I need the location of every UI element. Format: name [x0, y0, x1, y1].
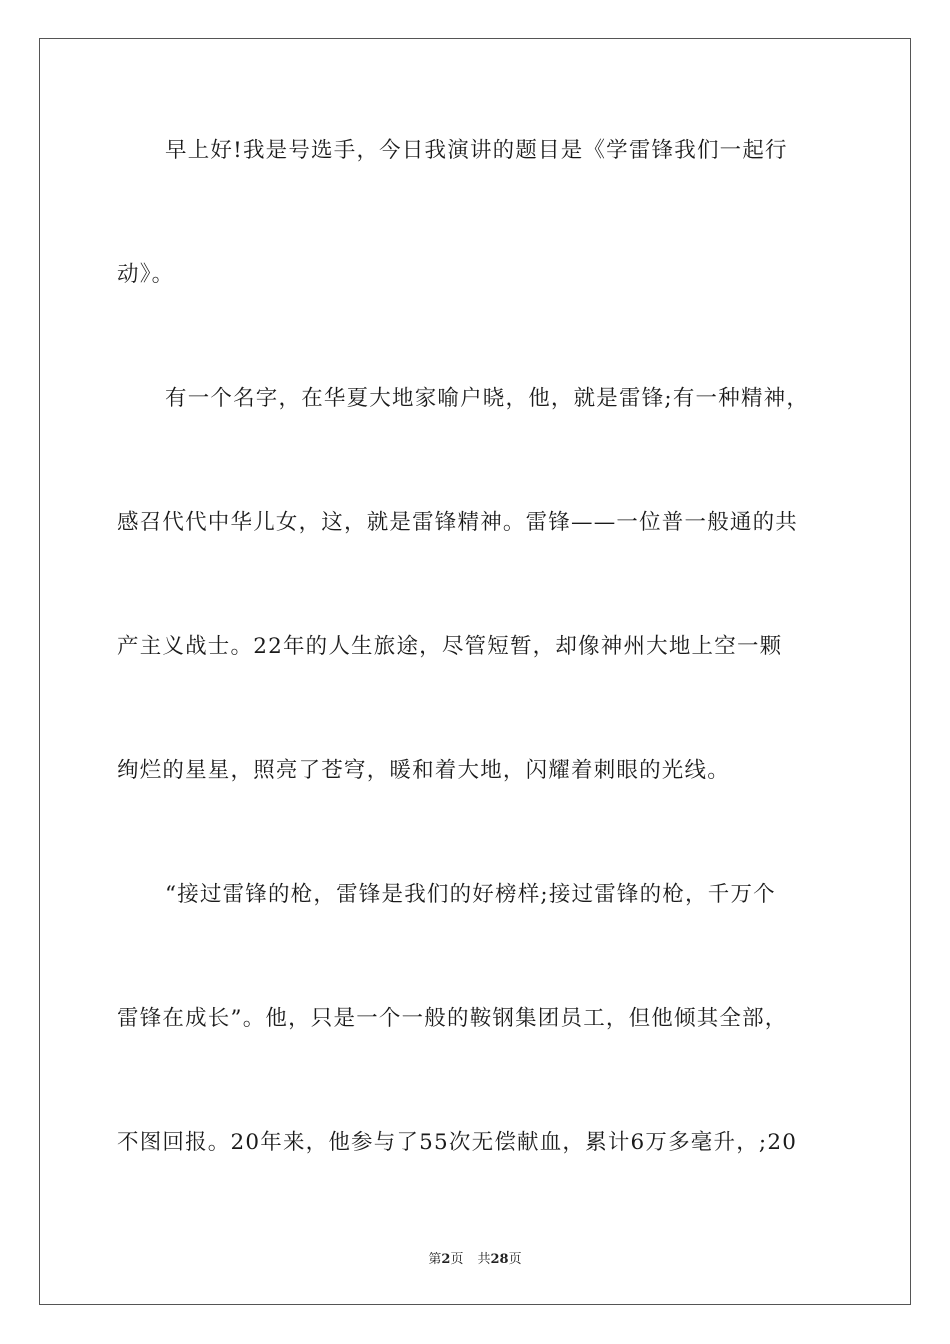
paragraph-line: 绚烂的星星，照亮了苍穹，暖和着大地，闪耀着刺眼的光线。 — [117, 758, 730, 783]
paragraph-line: 感召代代中华儿女，这，就是雷锋精神。雷锋——一位普一般通的共 — [117, 510, 799, 535]
paragraph-line: 产主义战士。22年的人生旅途，尽管短暂，却像神州大地上空一颗 — [117, 634, 783, 659]
paragraph-line: 早上好!我是号选手，今日我演讲的题目是《学雷锋我们一起行 — [165, 138, 788, 163]
paragraph-line: 动》。 — [117, 262, 175, 287]
footer-prefix: 第 — [428, 1252, 442, 1267]
page-footer — [0, 1248, 950, 1267]
total-pages-number: 28 — [490, 1252, 509, 1267]
paragraph-line: “接过雷锋的枪，雷锋是我们的好榜样;接过雷锋的枪，千万个 — [165, 882, 776, 907]
paragraph-line: 有一个名字，在华夏大地家喻户晓，他，就是雷锋;有一种精神， — [165, 386, 810, 411]
current-page-number: 2 — [441, 1252, 451, 1267]
paragraph-line: 雷锋在成长”。他，只是一个一般的鞍钢集团员工，但他倾其全部， — [117, 1006, 788, 1031]
page-frame — [39, 38, 911, 1305]
paragraph-line: 不图回报。20年来，他参与了55次无偿献血，累计6万多毫升，;20 — [117, 1130, 798, 1155]
footer-page-word: 页 — [450, 1252, 464, 1267]
footer-total-prefix: 共 — [477, 1252, 491, 1267]
footer-total-suffix: 页 — [508, 1252, 522, 1267]
